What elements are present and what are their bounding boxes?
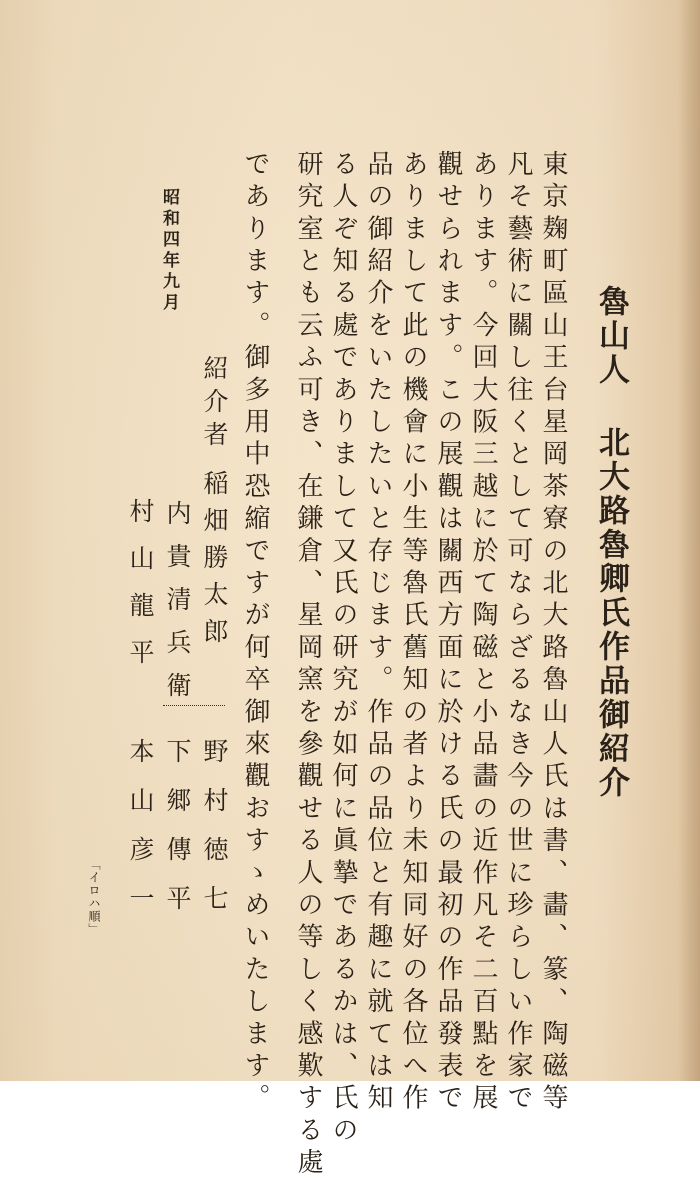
body-line-1: 東京麹町區山王台星岡茶寮の北大路魯山人氏は書、畵、篆、陶磁等 — [538, 150, 568, 1116]
introducer-name-3a: 村山龍平 — [126, 498, 155, 686]
introducer-name-2a: 内貴清兵衛 — [163, 500, 192, 715]
footer-order-note: 「イロハ順」 — [87, 858, 101, 936]
introducer-name-1a: 稲畑勝太郎 — [200, 470, 229, 655]
body-line-9: であります。御多用中恐縮ですが何卒御來觀おすゝめいたします。 — [240, 150, 270, 1116]
date: 昭和四年九月 — [159, 188, 179, 314]
document-title: 魯山人 北大路魯卿氏作品御紹介 — [593, 285, 629, 800]
body-line-7: る人ぞ知る處でありまして又氏の研究が如何に眞摯であるかは、氏の — [328, 150, 358, 1149]
body-line-3: あります。今回大阪三越に於て陶磁と小品畵の近作凡そ二百點を展 — [468, 150, 498, 1116]
introducer-label: 紹介者 — [200, 355, 229, 454]
introducer-name-3b: 本山彦一 — [126, 738, 155, 934]
body-line-4: 觀せられます。この展觀は關西方面に於ける氏の最初の作品發表で — [433, 150, 463, 1117]
body-line-5: ありまして此の機會に小生等魯氏舊知の者より未知同好の各位へ作 — [398, 150, 428, 1116]
introducer-name-1b: 野村徳七 — [200, 738, 229, 934]
page-edge-shadow — [678, 0, 700, 1081]
body-line-2: 凡そ藝術に關し往くとして可ならざるなき今の世に珍らしい作家で — [503, 150, 533, 1116]
introducer-name-2b: 下郷傳平 — [163, 738, 192, 934]
body-line-8: 研究室とも云ふ可き、在鎌倉、星岡窯を參觀せる人の等しく感歎する處 — [293, 150, 323, 1180]
dotted-separator — [163, 705, 225, 706]
body-line-6: 品の御紹介をいたしたいと存じます。作品の品位と有趣に就ては知 — [363, 150, 393, 1116]
